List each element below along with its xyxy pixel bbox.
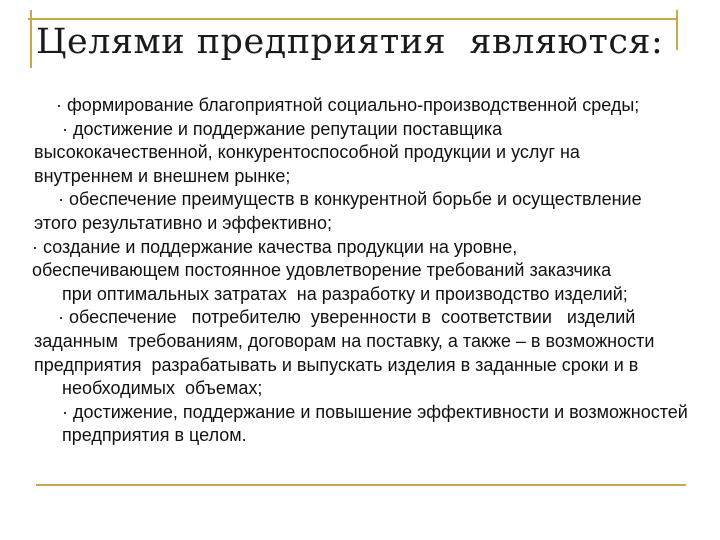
body-line: внутреннем и внешнем рынке; — [34, 165, 291, 186]
slide-title: Целями предприятия являются: — [36, 22, 664, 62]
slide-body — [0, 94, 720, 464]
body-line: предприятия в целом. — [62, 425, 247, 446]
body-line: · обеспечение потребителю уверенности в соответствии изделий — [58, 307, 636, 328]
body-line: · формирование благоприятной социально-производственной среды; — [56, 95, 640, 115]
bottom-rule — [36, 484, 686, 486]
body-line: этого результативно и эффективно; — [34, 212, 333, 233]
frame-top-rule — [28, 18, 678, 20]
frame-left-rule — [30, 10, 32, 68]
body-line: высококачественной, конкурентоспособной продукции и услуг на — [34, 142, 580, 163]
body-line: необходимых объемах; — [62, 378, 263, 399]
body-line: · обеспечение преимуществ в конкурентной борьбе и осуществление — [58, 189, 642, 210]
body-line: · создание и поддержание качества продукции на уровне, — [32, 236, 518, 257]
body-line: · достижение, поддержание и повышение эффективности и возможностей — [62, 401, 688, 422]
body-line: · достижение и поддержание репутации поставщика — [62, 118, 503, 139]
body-line: при оптимальных затратах на разработку и производство изделий; — [62, 283, 628, 304]
body-line: обеспечивающем постоянное удовлетворение требований заказчика — [32, 260, 612, 281]
frame-right-rule — [676, 10, 678, 50]
body-line: заданным требованиям, договорам на поставку, а также – в возможности — [34, 330, 655, 351]
body-line: предприятия разрабатывать и выпускать изделия в заданные сроки и в — [34, 354, 639, 375]
